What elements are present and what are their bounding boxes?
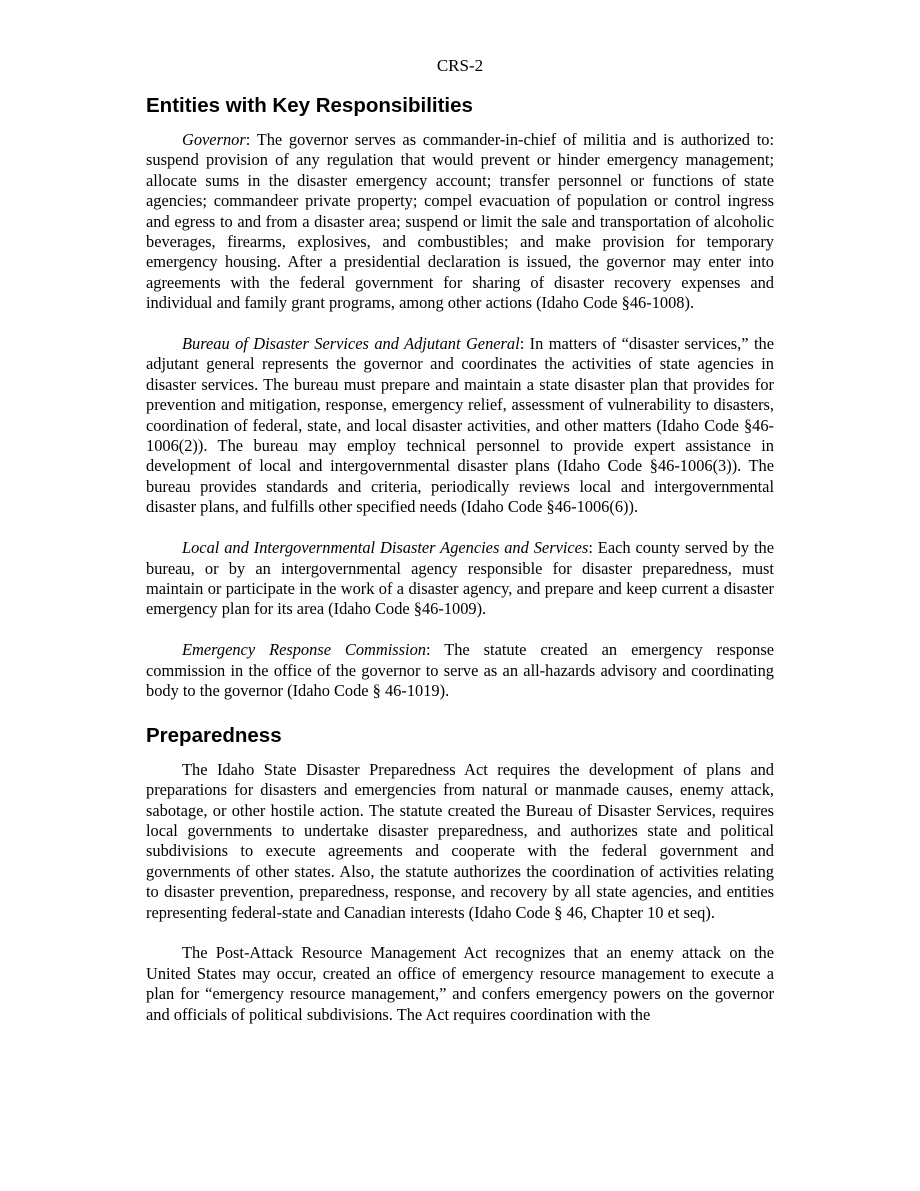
paragraph-lead: Emergency Response Commission	[182, 640, 426, 660]
paragraph-text: : The governor serves as commander-in-chief of militia and is authorized to: suspend provision of any regulation that would prevent or hinder emergency management; allocate sums in the disaster emergency account; transfer personnel or functions of state agencies; commandeer private property; compel evacuation of population or control ingress and egress to and from a disaster area; suspend or limit the sale and transportation of alcoholic beverages, firearms, explosives, and combustibles; and make provision for temporary emergency housing. After a presidential declaration is issued, the governor may enter into agreements with the federal government for sharing of disaster recovery expenses and individual and family grant programs, among other actions (Idaho Code §46-1008).	[146, 130, 774, 313]
paragraph-lead: Governor	[182, 130, 246, 149]
paragraph-governor	[146, 130, 774, 314]
paragraph-text: The Idaho State Disaster Preparedness Act requires the development of plans and preparations for disasters and emergencies from natural or manmade causes, enemy attack, sabotage, or other hostile action. The statute created the Bureau of Disaster Services, requires local governments to undertake disaster preparedness, and authorizes state and political subdivisions to execute agreements and cooperate with the federal government and governments of other states. Also, the statute authorizes the coordination of activities relating to disaster prevention, preparedness, response, and recovery by all state agencies, and entities representing federal-state and Canadian interests (Idaho Code § 46, Chapter 10 et seq).	[146, 759, 774, 922]
paragraph-text: : The statute created an emergency response commission in the office of the governor to serve as an all-hazards advisory and coordinating body to the governor (Idaho Code § 46-1019).	[146, 640, 774, 700]
section-preparedness	[146, 722, 774, 1025]
paragraph-text: : Each county served by the bureau, or by an intergovernmental agency responsible for disaster preparedness, must maintain or participate in the work of a disaster agency, and prepare and keep current a disaster emergency plan for its area (Idaho Code §46-1009).	[146, 538, 774, 619]
section-heading: Entities with Key Responsibilities	[146, 94, 473, 117]
paragraph-text: The Post-Attack Resource Management Act recognizes that an enemy attack on the United States may occur, created an office of emergency resource management to execute a plan for “emergency resource management,” and confers emergency powers on the governor and officials of political subdivisions. The Act requires coordination with the	[146, 943, 774, 1024]
paragraph-lead: Bureau of Disaster Services and Adjutant General	[182, 334, 520, 354]
section-entities-key-responsibilities	[146, 92, 774, 701]
paragraph-emergency-response-commission	[146, 640, 774, 701]
paragraph-bureau-disaster-services	[146, 334, 774, 518]
paragraph-disaster-preparedness-act	[146, 760, 774, 923]
paragraph-local-agencies	[146, 538, 774, 620]
paragraph-text: : In matters of “disaster services,” the adjutant general represents the governor and coordinates the activities of state agencies in disaster services. The bureau must prepare and maintain a state disaster plan that provides for prevention and mitigation, response, emergency relief, assessment of vulnerability to disasters, coordination of federal, state, and local disaster activities, and other matters (Idaho Code §46-1006(2)). The bureau may employ technical personnel to provide expert assistance in development of local and intergovernmental disaster plans (Idaho Code §46-1006(3)). The bureau provides standards and criteria, periodically reviews local and intergovernmental disaster plans, and fulfills other specified needs (Idaho Code §46-1006(6)).	[146, 334, 774, 517]
page-number: CRS-2	[436, 56, 484, 75]
section-heading: Preparedness	[146, 723, 282, 747]
paragraph-lead: Local and Intergovernmental Disaster Agencies and Services	[182, 538, 589, 558]
document-body	[146, 92, 774, 1045]
paragraph-post-attack-act	[146, 943, 774, 1025]
